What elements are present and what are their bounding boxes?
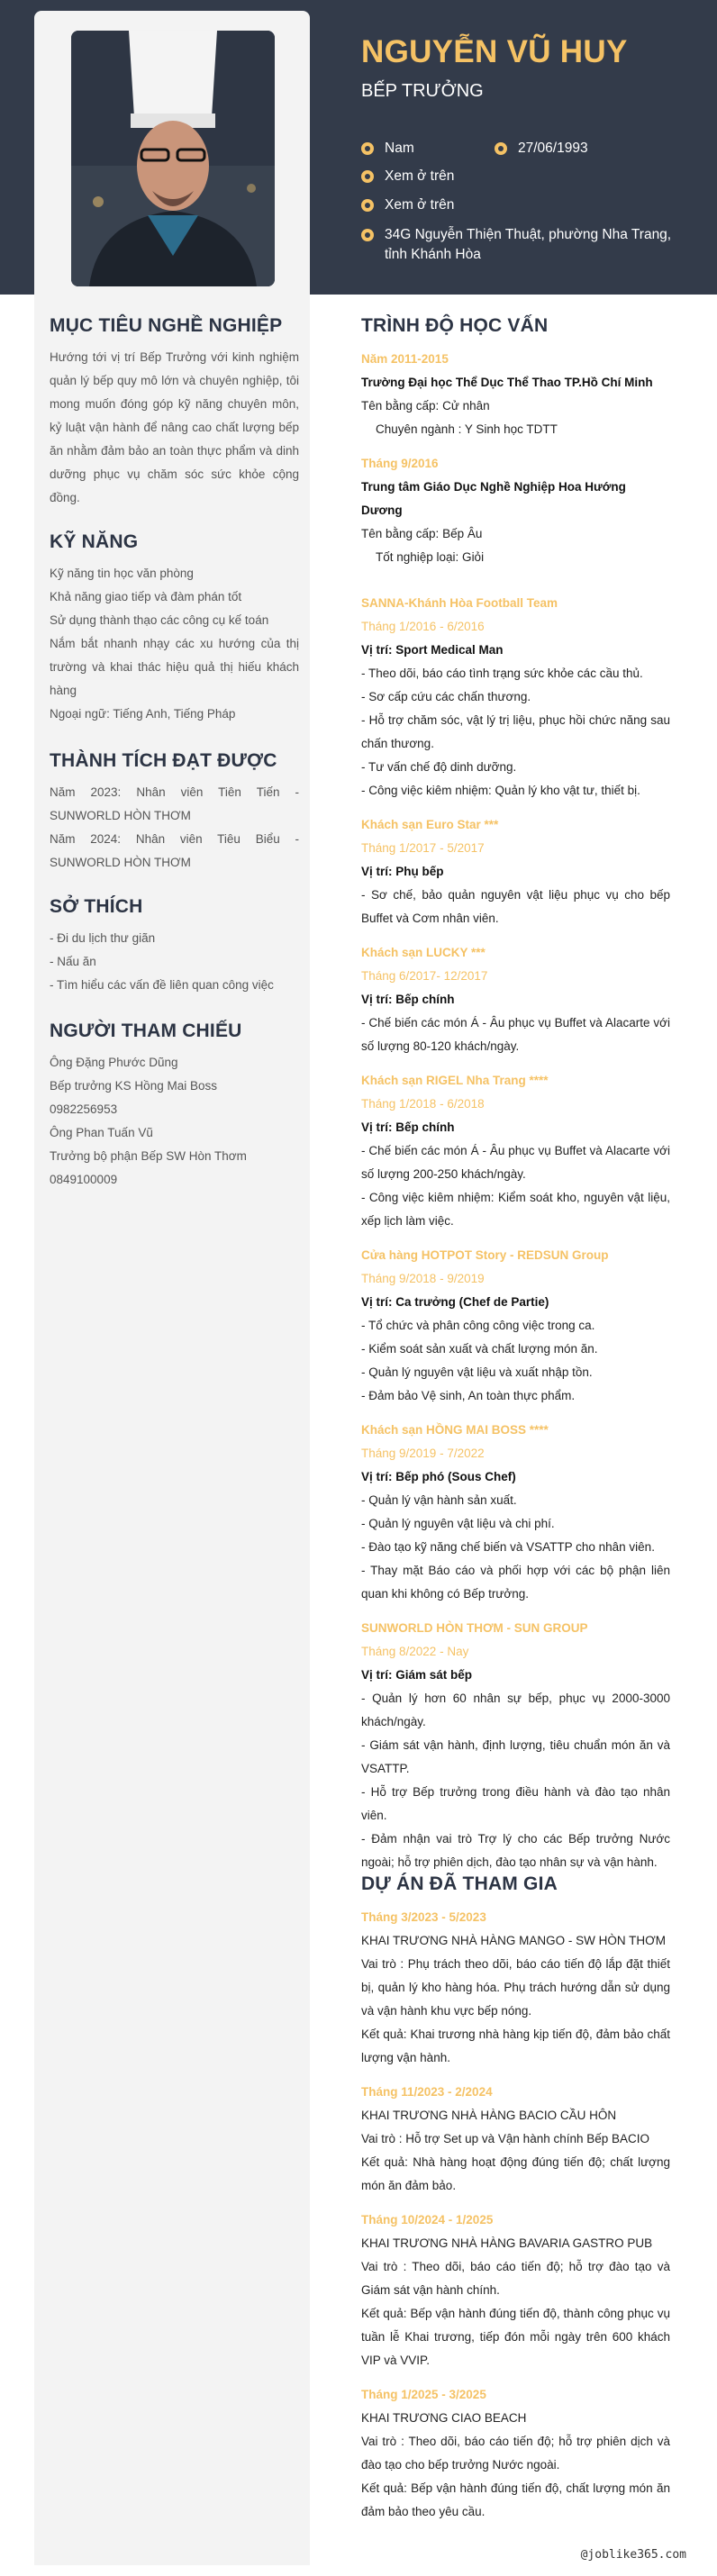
job-period: Tháng 6/2017- 12/2017: [361, 969, 488, 983]
job-period: Tháng 9/2019 - 7/2022: [361, 1447, 485, 1460]
job-duty: - Tư vấn chế độ dinh dưỡng.: [361, 760, 517, 774]
skill-item: Kỹ năng tin học văn phòng: [50, 567, 194, 580]
calendar-icon: [495, 142, 507, 155]
job-duty: - Thay mặt Báo cáo và phối hợp với các bộ phận liên quan khi không có Bếp trưởng.: [361, 1564, 670, 1601]
job-duty: - Chế biến các món Á - Âu phục vụ Buffet và Alacarte với số lượng 200-250 khách/ngày.: [361, 1144, 670, 1181]
achievement-item: Năm 2024: Nhân viên Tiêu Biểu - SUNWORLD HÒN THƠM: [50, 832, 299, 869]
job-duty: - Quản lý vận hành sản xuất.: [361, 1493, 517, 1507]
hobby-item: - Đi du lịch thư giãn: [50, 931, 156, 945]
job-company: Khách sạn HỒNG MAI BOSS ****: [361, 1423, 549, 1437]
job-duty: - Sơ cấp cứu các chấn thương.: [361, 690, 531, 703]
job-company: Khách sạn Euro Star ***: [361, 818, 499, 831]
job-role: Vị trí: Ca trưởng (Chef de Partie): [361, 1295, 549, 1309]
reference-line: Ông Đặng Phước Dũng: [50, 1056, 178, 1069]
job-role: Vị trí: Phụ bếp: [361, 865, 444, 878]
education-degree: Tên bằng cấp: Bếp Âu: [361, 527, 483, 540]
skills-title: KỸ NĂNG: [50, 531, 139, 552]
reference-line: 0982256953: [50, 1102, 118, 1116]
education-grade: Tốt nghiệp loại: Giỏi: [376, 550, 485, 564]
project-detail: Vai trò : Theo dõi, báo cáo tiến độ; hỗ trợ phiên dịch và đào tạo cho bếp trưởng Nước ngoài.: [361, 2435, 670, 2472]
job-duty: - Đảm nhận vai trò Trợ lý cho các Bếp trưởng Nước ngoài; hỗ trợ phiên dịch, đào tạo nhân sự và vận hành.: [361, 1832, 670, 1869]
education-school: Trường Đại học Thể Dục Thể Thao TP.Hồ Chí Minh: [361, 376, 653, 389]
skill-item: Nắm bắt nhanh nhạy các xu hướng của thị trường và khai thác hiệu quả thị hiếu khách hàng: [50, 637, 299, 697]
job-period: Tháng 1/2018 - 6/2018: [361, 1097, 485, 1111]
candidate-position: BẾP TRƯỞNG: [361, 81, 484, 101]
job-period: Tháng 1/2016 - 6/2016: [361, 620, 485, 633]
project-name: KHAI TRƯƠNG NHÀ HÀNG BAVARIA GASTRO PUB: [361, 2236, 653, 2250]
hobbies-title: SỞ THÍCH: [50, 896, 143, 917]
job-duty: - Quản lý hơn 60 nhân sự bếp, phục vụ 2000-3000 khách/ngày.: [361, 1692, 670, 1728]
location-icon: [361, 229, 374, 241]
job-period: Tháng 1/2017 - 5/2017: [361, 841, 485, 855]
job-company: Khách sạn RIGEL Nha Trang ****: [361, 1074, 549, 1087]
job-duty: - Sơ chế, bảo quản nguyên vật liệu phục vụ cho bếp Buffet và Cơm nhân viên.: [361, 888, 670, 925]
project-period: Tháng 3/2023 - 5/2023: [361, 1910, 486, 1924]
objective-section: [50, 315, 299, 510]
gender-value: Nam: [385, 141, 414, 156]
birthday-item: [495, 139, 588, 159]
project-detail: Kết quả: Bếp vận hành đúng tiến độ, thành công phục vụ tuần lễ Khai trương, tiếp đón mỗi ngày trên 600 khách VIP và VVIP.: [361, 2307, 670, 2367]
job-duty: - Kiểm soát sản xuất và chất lượng món ăn.: [361, 1342, 598, 1356]
achievements-section: [50, 750, 299, 875]
reference-line: Trưởng bộ phận Bếp SW Hòn Thơm: [50, 1149, 247, 1163]
hobbies-section: [50, 896, 299, 997]
reference-line: Ông Phan Tuấn Vũ: [50, 1126, 153, 1139]
gender-item: [361, 139, 414, 159]
job-duty: - Tổ chức và phân công công việc trong ca.: [361, 1319, 595, 1332]
skill-item: Khả năng giao tiếp và đàm phán tốt: [50, 590, 242, 603]
education-period: Năm 2011-2015: [361, 352, 449, 366]
education-period: Tháng 9/2016: [361, 457, 439, 470]
project-detail: Kết quả: Bếp vận hành đúng tiến độ, chất lượng món ăn đảm bảo theo yêu cầu.: [361, 2481, 670, 2518]
education-title: TRÌNH ĐỘ HỌC VẤN: [361, 315, 549, 336]
project-name: KHAI TRƯƠNG NHÀ HÀNG MANGO - SW HÒN THƠM: [361, 1934, 666, 1947]
job-duty: - Quản lý nguyên vật liệu và chi phí.: [361, 1517, 555, 1530]
project-detail: Kết quả: Nhà hàng hoạt động đúng tiến độ; chất lượng món ăn đảm bảo.: [361, 2155, 670, 2192]
objective-text: Hướng tới vị trí Bếp Trưởng với kinh nghiệm quản lý bếp quy mô lớn và chuyên nghiệp, tôi mong muốn đóng góp kỹ năng chuyên môn, kỷ luật vận hành để nâng cao chất lượng bếp ăn nhằm đảm bảo an toàn thực phẩm và dinh dưỡng phục vụ chăm sóc sức khỏe cộng đồng.: [50, 350, 299, 504]
achievement-item: Năm 2023: Nhân viên Tiên Tiến - SUNWORLD HÒN THƠM: [50, 785, 299, 822]
job-company: Khách sạn LUCKY ***: [361, 946, 486, 959]
birthday-value: 27/06/1993: [518, 141, 588, 156]
education-section: [361, 315, 670, 569]
projects-title: DỰ ÁN ĐÃ THAM GIA: [361, 1873, 558, 1894]
reference-line: 0849100009: [50, 1173, 118, 1186]
job-duty: - Hỗ trợ Bếp trưởng trong điều hành và đào tạo nhân viên.: [361, 1785, 670, 1822]
address-item: [361, 225, 685, 265]
objective-title: MỤC TIÊU NGHỀ NGHIỆP: [50, 315, 283, 336]
project-period: Tháng 11/2023 - 2/2024: [361, 2085, 493, 2099]
job-duty: - Đảm bảo Vệ sinh, An toàn thực phẩm.: [361, 1389, 576, 1402]
references-section: [50, 1020, 299, 1192]
phone-value: Xem ở trên: [385, 168, 455, 184]
project-period: Tháng 1/2025 - 3/2025: [361, 2388, 486, 2401]
job-duty: - Chế biến các món Á - Âu phục vụ Buffet và Alacarte với số lượng 80-120 khách/ngày.: [361, 1016, 670, 1053]
job-role: Vị trí: Sport Medical Man: [361, 643, 504, 657]
phone-icon: [361, 170, 374, 183]
job-company: SANNA-Khánh Hòa Football Team: [361, 596, 558, 610]
email-value: Xem ở trên: [385, 197, 455, 213]
job-role: Vị trí: Bếp chính: [361, 993, 455, 1006]
reference-line: Bếp trưởng KS Hồng Mai Boss: [50, 1079, 217, 1093]
candidate-name: NGUYỄN VŨ HUY: [361, 34, 628, 69]
job-duty: - Theo dõi, báo cáo tình trạng sức khỏe các cầu thủ.: [361, 667, 643, 680]
project-period: Tháng 10/2024 - 1/2025: [361, 2213, 494, 2227]
profile-photo: [71, 31, 275, 286]
job-duty: - Giám sát vận hành, định lượng, tiêu chuẩn món ăn và VSATTP.: [361, 1738, 670, 1775]
skills-section: [50, 531, 299, 726]
education-school: Trung tâm Giáo Dục Nghề Nghiệp Hoa Hướng Dương: [361, 480, 626, 517]
job-role: Vị trí: Bếp chính: [361, 1120, 455, 1134]
project-name: KHAI TRƯƠNG CIAO BEACH: [361, 2411, 527, 2425]
skill-item: Sử dụng thành thạo các công cụ kế toán: [50, 613, 269, 627]
hobby-item: - Nấu ăn: [50, 955, 96, 968]
job-duty: - Đào tạo kỹ năng chế biến và VSATTP cho nhân viên.: [361, 1540, 655, 1554]
job-period: Tháng 9/2018 - 9/2019: [361, 1272, 485, 1285]
skill-item: Ngoại ngữ: Tiếng Anh, Tiếng Pháp: [50, 707, 236, 721]
projects-section: [361, 1873, 670, 2524]
job-period: Tháng 8/2022 - Nay: [361, 1645, 469, 1658]
achievements-title: THÀNH TÍCH ĐẠT ĐƯỢC: [50, 750, 277, 771]
experience-section: [361, 592, 670, 1874]
job-duty: - Hỗ trợ chăm sóc, vật lý trị liệu, phục hồi chức năng sau chấn thương.: [361, 713, 670, 750]
job-role: Vị trí: Bếp phó (Sous Chef): [361, 1470, 516, 1483]
project-detail: Vai trò : Theo dõi, báo cáo tiến độ; hỗ trợ đào tạo và Giám sát vận hành chính.: [361, 2260, 670, 2297]
hobby-item: - Tìm hiểu các vấn đề liên quan công việc: [50, 978, 274, 992]
project-detail: Vai trò : Phụ trách theo dõi, báo cáo tiến độ lắp đặt thiết bị, quản lý kho hàng hóa. Phụ trách hướng dẫn sử dụng và vận hành khu vực bếp nóng.: [361, 1957, 670, 2018]
references-title: NGƯỜI THAM CHIẾU: [50, 1020, 242, 1041]
job-role: Vị trí: Giám sát bếp: [361, 1668, 473, 1682]
job-duty: - Quản lý nguyên vật liệu và xuất nhập tồn.: [361, 1365, 593, 1379]
job-company: Cửa hàng HOTPOT Story - REDSUN Group: [361, 1248, 609, 1262]
education-major: Chuyên ngành : Y Sinh học TDTT: [376, 422, 558, 436]
footer-watermark: @joblike365.com: [580, 2548, 686, 2562]
person-icon: [361, 142, 374, 155]
email-item: [361, 195, 454, 215]
project-detail: Kết quả: Khai trương nhà hàng kịp tiến độ, đảm bảo chất lượng vận hành.: [361, 2027, 670, 2064]
phone-item: [361, 167, 454, 186]
project-detail: Vai trò : Hỗ trợ Set up và Vận hành chính Bếp BACIO: [361, 2132, 650, 2145]
email-icon: [361, 199, 374, 212]
education-degree: Tên bằng cấp: Cử nhân: [361, 399, 490, 413]
job-duty: - Công việc kiêm nhiệm: Quản lý kho vật tư, thiết bị.: [361, 784, 640, 797]
project-name: KHAI TRƯƠNG NHÀ HÀNG BACIO CẦU HÔN: [361, 2109, 617, 2122]
address-value: 34G Nguyễn Thiện Thuật, phường Nha Trang, tỉnh Khánh Hòa: [385, 227, 672, 262]
job-duty: - Công việc kiêm nhiệm: Kiểm soát kho, nguyên vật liệu, xếp lịch làm việc.: [361, 1191, 670, 1228]
job-company: SUNWORLD HÒN THƠM - SUN GROUP: [361, 1621, 588, 1635]
